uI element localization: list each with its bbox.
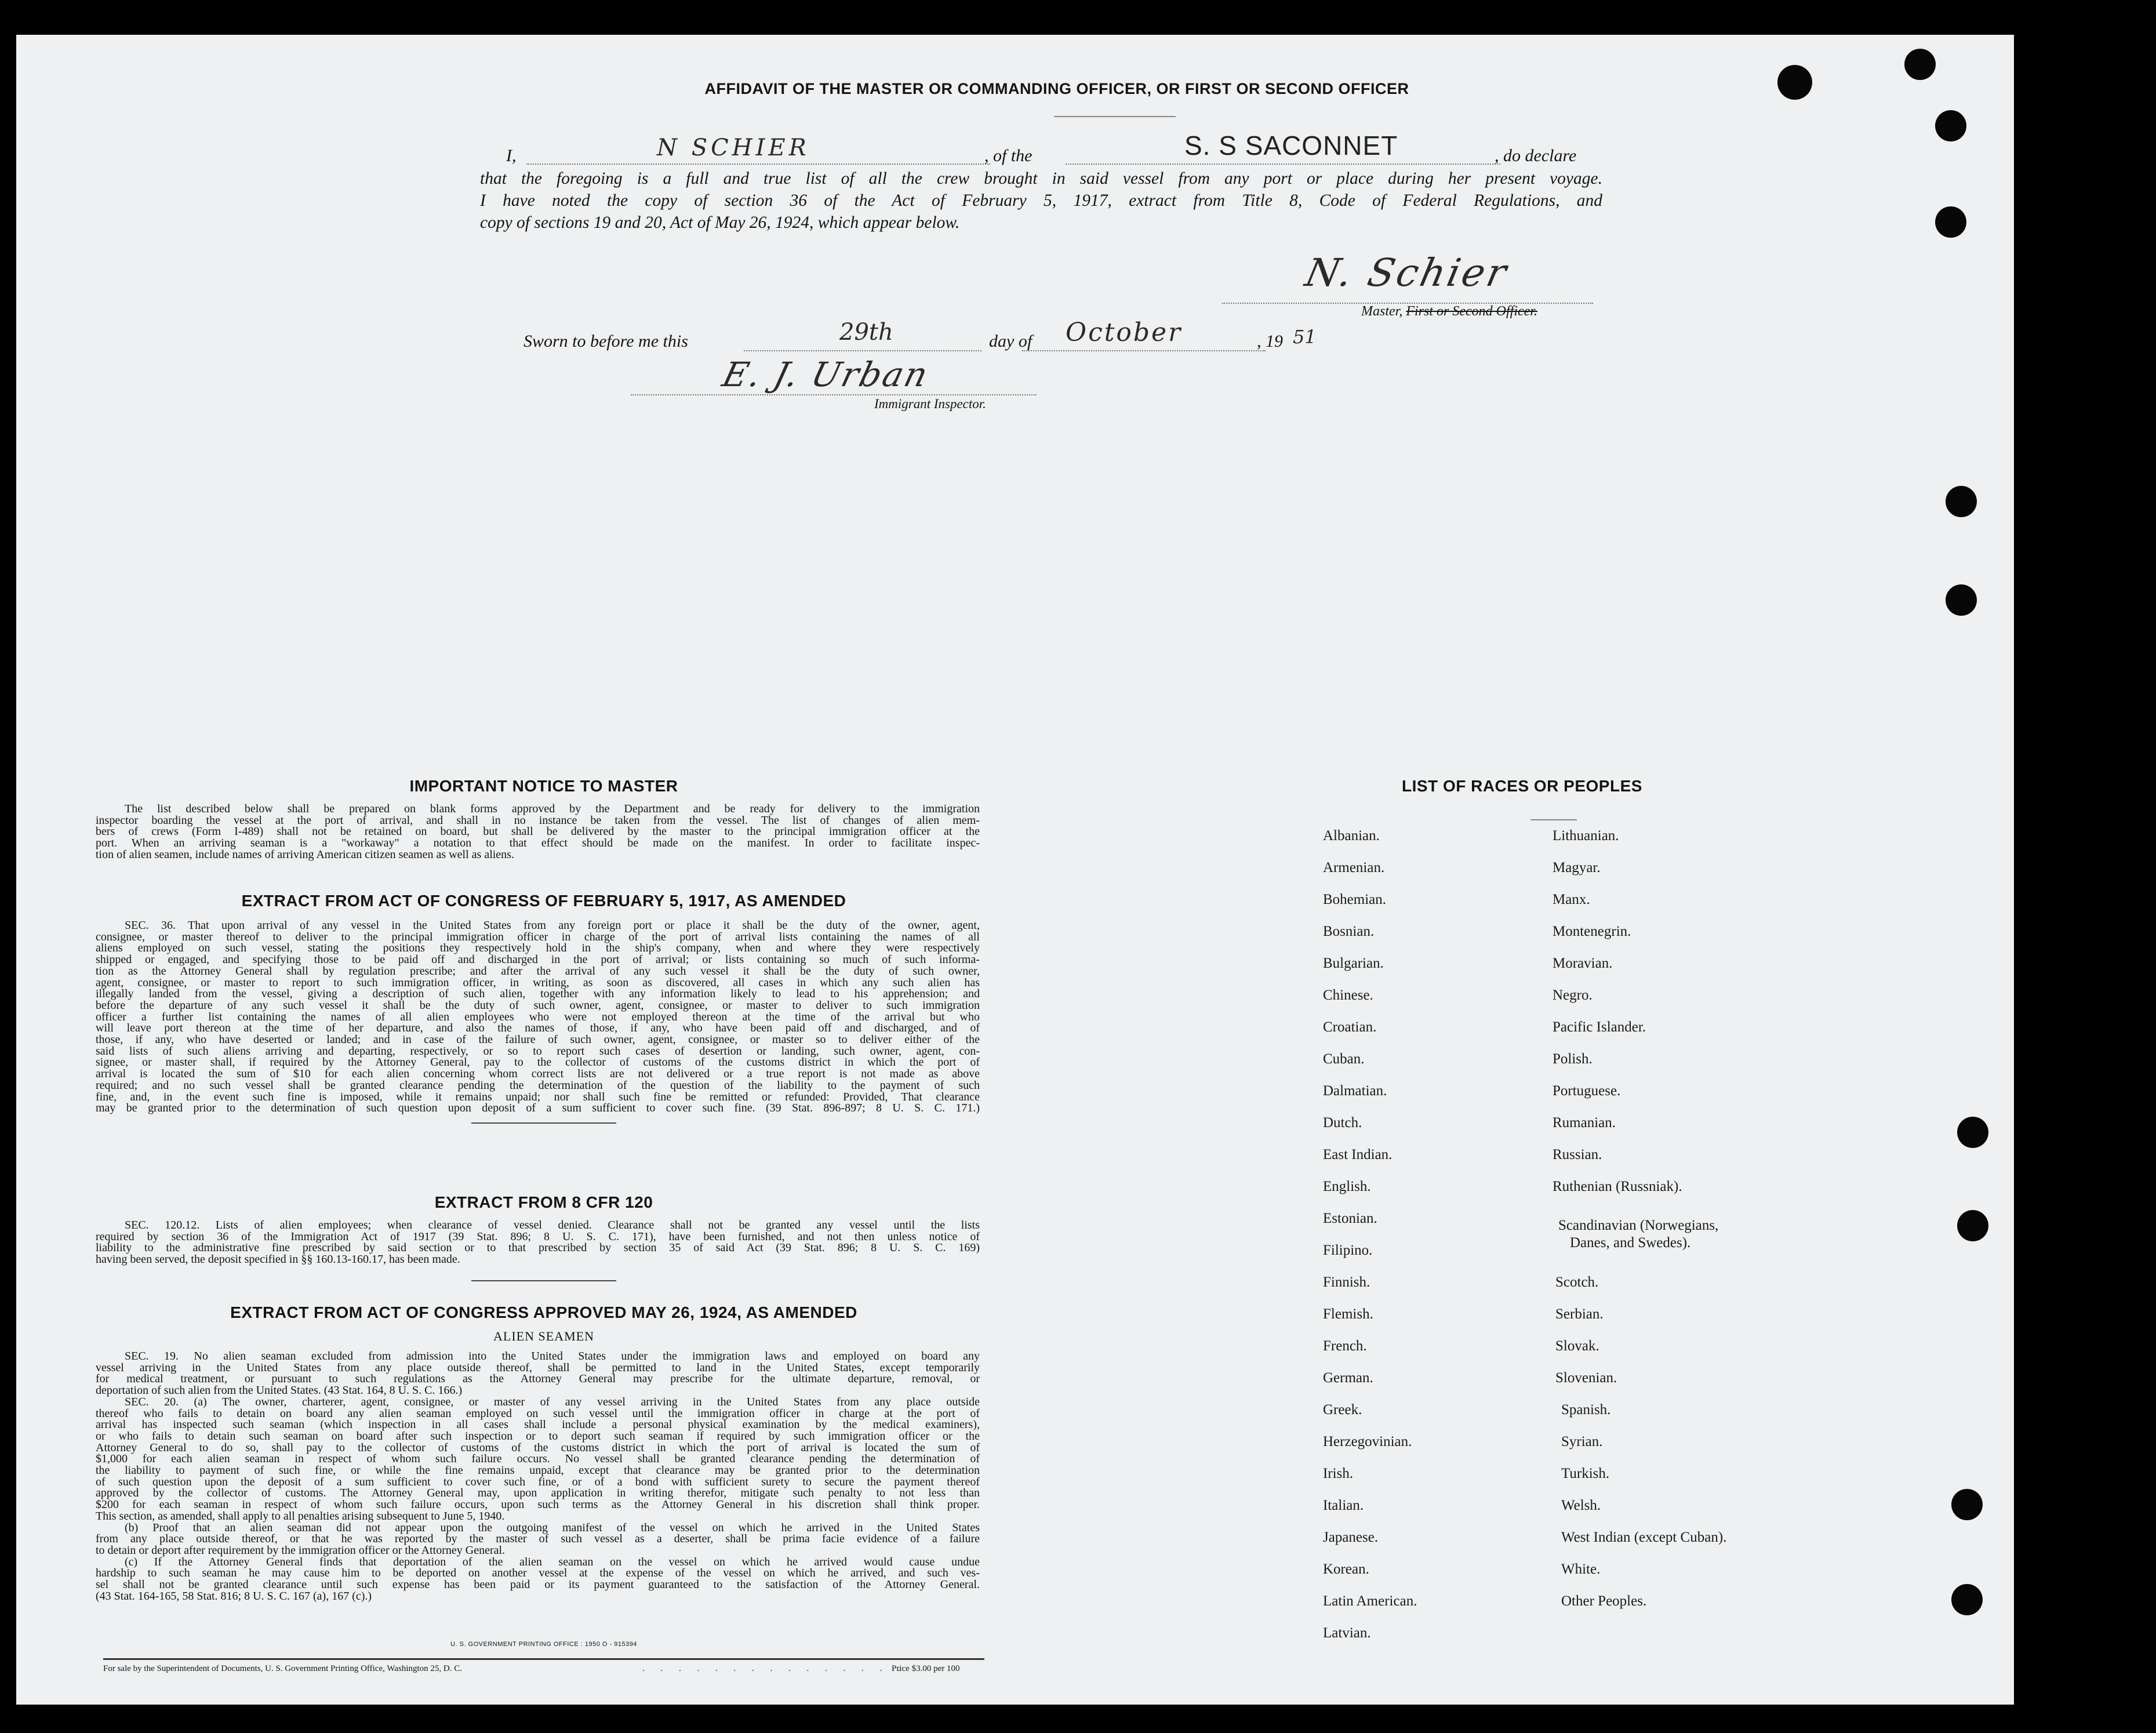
extract-1924-line: (43 Stat. 164-165, 58 Stat. 816; 8 U. S. C. 167 (a), 167 (c).): [96, 1589, 372, 1603]
vessel-name-field: S. S SACONNET: [1184, 130, 1398, 161]
gpo-line: U. S. GOVERNMENT PRINTING OFFICE : 1950 O - 915394: [450, 1641, 637, 1648]
extract-cfr-line: liability to the administrative fine prescribed by said section or to that prescribed by section 35 of said Act (39 Stat. 896; 8 U. S. C. 169): [96, 1241, 980, 1255]
race-right: West Indian (except Cuban).: [1561, 1529, 1727, 1545]
extract-1924-text: [96, 1351, 980, 1602]
year-prefix: , 19: [1257, 332, 1283, 351]
master-title-label: [1361, 304, 1537, 319]
form-page: [16, 35, 2014, 1705]
race-right: Portuguese.: [1553, 1083, 1621, 1099]
extract-1917-line: consignee, or master thereof to deliver to the principal immigration officer in charge of the port of arrival lists containing the names of all: [96, 930, 980, 943]
race-right: Danes, and Swedes).: [1570, 1235, 1691, 1251]
race-right: Pacific Islander.: [1553, 1019, 1646, 1035]
extract-1924-line: of such question upon the deposit of a sum sufficient to cover such fine, or of a bond with sufficient surety to secure the payment thereof: [96, 1475, 980, 1488]
race-left: Latin American.: [1323, 1593, 1417, 1609]
race-left: Herzegovinian.: [1323, 1434, 1412, 1449]
race-right: Spanish.: [1561, 1402, 1611, 1418]
extract-1917-line: aliens employed on such vessel, stating the positions they respectively hold in the ship's company, when and where they were respectively: [96, 942, 980, 955]
i-label: I,: [506, 146, 517, 165]
inspector-signature-line: [631, 394, 1037, 395]
master-name-line: [526, 164, 990, 165]
punch-hole-icon: [1946, 584, 1977, 616]
extract-1917-line: illegally landed from the vessel, giving a description of such alien, together with any information likely to lead to his apprehension; and: [96, 987, 980, 1001]
extract-1917-line: may be granted prior to the determination of such question upon deposit of a sum sufficient to cover such fine. (39 Stat. 896-897; 8 U. S. C. 171.): [96, 1102, 980, 1115]
master-label-struck: First or Second Officer.: [1406, 304, 1537, 319]
extract-1924-line: $200 for each seaman in respect of whom such failure occurs, upon such terms as the Attorney General in his discretion shall think proper.: [96, 1498, 980, 1512]
extract-1924-line: vessel arriving in the United States from any place outside thereof, shall be permitted to land in the United States, except temporarily: [96, 1361, 980, 1374]
extract-1924-line: sel shall not be granted clearance until such expense has been paid or its payment guaranteed to the satisfaction of the Attorney General.: [96, 1578, 980, 1592]
inspector-signature: E. J. Urban: [718, 355, 933, 394]
section-divider: [471, 1280, 616, 1281]
sworn-month-field: October: [1066, 318, 1183, 347]
race-left: Dalmatian.: [1323, 1083, 1387, 1099]
race-left: Greek.: [1323, 1402, 1362, 1418]
extract-1924-line: from any place outside thereof, or that he was reported by the master of such vessel as a deserter, shall be prima facie evidence of a failure: [96, 1532, 980, 1546]
vessel-name-line: [1066, 164, 1500, 165]
race-right: Magyar.: [1553, 860, 1601, 875]
punch-hole-icon: [1951, 1489, 1983, 1520]
extract-1924-line: arrival has inspected such seaman (which inspection in all cases shall include a personal physical examination by the medical examiners),: [96, 1418, 980, 1432]
race-right: Welsh.: [1561, 1498, 1601, 1513]
master-signature: N. Schier: [1301, 250, 1513, 295]
affidavit-body-line-1: that the foregoing is a full and true list of all the crew brought in said vessel from any port or place during her present voyage.: [480, 169, 1602, 188]
notice-line: inspector boarding the vessel at the port of arrival, and shall in no instance be taken from the vessel. The list of changes of alien mem-: [96, 813, 980, 827]
race-right: Rumanian.: [1553, 1115, 1616, 1131]
notice-text: [96, 804, 980, 861]
footer-left: For sale by the Superintendent of Documents, U. S. Government Printing Office, Washington 25, D. C.: [103, 1664, 462, 1673]
race-right: Scandinavian (Norwegians,: [1558, 1218, 1719, 1233]
footer-rule: [103, 1658, 984, 1660]
extract-1924-line: (c) If the Attorney General finds that deportation of the alien seaman on the vessel on which he arrived would cause undue: [125, 1555, 980, 1568]
race-left: Dutch.: [1323, 1115, 1362, 1131]
punch-hole-icon: [1957, 1117, 1988, 1148]
extract-1917-line: officer a further list containing the names of all alien employees who were not employed thereon at the time of the arrival but who: [96, 1010, 980, 1023]
punch-hole-icon: [1777, 65, 1812, 100]
race-right: Lithuanian.: [1553, 828, 1619, 844]
extract-cfr-text: [96, 1220, 980, 1266]
races-column-mark: [1530, 819, 1577, 820]
notice-line: bers of crews (Form I-489) shall not be retained on board, but shall be delivered by the master to the principal immigration officer at the: [96, 825, 980, 838]
race-left: Cuban.: [1323, 1051, 1365, 1067]
race-right: Scotch.: [1555, 1274, 1599, 1290]
punch-hole-icon: [1935, 206, 1966, 238]
notice-line: The list described below shall be prepared on blank forms approved by the Department and be ready for delivery to the immigration: [125, 802, 980, 815]
race-right: Ruthenian (Russniak).: [1553, 1179, 1682, 1194]
extract-1924-line: Attorney General to do so, shall pay to the collector of customs of the customs district in which the port of arrival is located the sum of: [96, 1441, 980, 1454]
race-right: Turkish.: [1561, 1466, 1610, 1481]
race-right: Other Peoples.: [1561, 1593, 1647, 1609]
races-title: LIST OF RACES OR PEOPLES: [1402, 777, 1642, 795]
notice-title: IMPORTANT NOTICE TO MASTER: [409, 777, 678, 795]
affidavit-body-line-2: I have noted the copy of section 36 of the Act of February 5, 1917, extract from Title 8, Code of Federal Regulations, and: [480, 191, 1602, 210]
extract-1917-line: said lists of such aliens arriving and departing, respectively, or so to report such cases of desertion or landing, such owner, agent, con-: [96, 1044, 980, 1058]
extract-1917-line: signee, or master shall, if required by the Attorney General, pay to the collector of customs of the customs district in which the port of: [96, 1056, 980, 1069]
race-left: Estonian.: [1323, 1211, 1377, 1226]
race-left: Albanian.: [1323, 828, 1380, 844]
master-label-prefix: Master,: [1361, 304, 1403, 319]
race-right: Negro.: [1553, 987, 1593, 1003]
extract-1924-subtitle: ALIEN SEAMEN: [493, 1329, 594, 1343]
year-suffix: 51: [1293, 326, 1317, 348]
of-the-label: , of the: [984, 146, 1032, 165]
race-left: Bosnian.: [1323, 924, 1375, 939]
race-left: French.: [1323, 1338, 1367, 1354]
extract-1917-line: tion as the Attorney General shall by regulation prescribe; and after the arrival of any such vessel it shall be the duty of such owner,: [96, 964, 980, 978]
race-right: Slovenian.: [1555, 1370, 1617, 1386]
race-right: Syrian.: [1561, 1434, 1603, 1449]
race-right: Manx.: [1553, 892, 1590, 907]
race-left: Latvian.: [1323, 1625, 1371, 1641]
race-left: Flemish.: [1323, 1306, 1373, 1322]
footer-right: Price $3.00 per 100: [892, 1664, 960, 1673]
race-left: Chinese.: [1323, 987, 1373, 1003]
inspector-label: Immigrant Inspector.: [874, 397, 986, 411]
extract-1924-line: (b) Proof that an alien seaman did not appear upon the outgoing manifest of the vessel on which he arrived in the United States: [125, 1521, 980, 1534]
footer-dots: . . . . . . . . . . . . . . .: [642, 1664, 907, 1673]
race-right: Polish.: [1553, 1051, 1593, 1067]
sworn-label: Sworn to before me this: [523, 332, 688, 351]
punch-hole-icon: [1951, 1584, 1983, 1615]
extract-cfr-line: required by section 36 of the Immigration Act of 1917 (39 Stat. 896; 8 U. S. C. 171), have been furnished, and not then unless notice of: [96, 1230, 980, 1243]
race-left: Bohemian.: [1323, 892, 1387, 907]
extract-1917-title: EXTRACT FROM ACT OF CONGRESS OF FEBRUARY 5, 1917, AS AMENDED: [241, 892, 846, 910]
race-left: Filipino.: [1323, 1242, 1373, 1258]
affidavit-body-line-3: copy of sections 19 and 20, Act of May 26, 1924, which appear below.: [480, 213, 960, 232]
extract-1917-line: fine, and, in the event such fine is imposed, while it remains unpaid; nor shall such fine be remitted or refunded: Provided, That clearance: [96, 1090, 980, 1103]
race-left: East Indian.: [1323, 1147, 1393, 1162]
extract-1924-line: hardship to such seaman he may cause him to be deported on another vessel at the expense of the vessel on which he arrived, and such ves-: [96, 1567, 980, 1580]
extract-1917-line: before the departure of any such vessel it shall be the duty of such owner, agent, consignee, or master to deliver to such immigration: [96, 998, 980, 1012]
extract-1917-line: arrival is located the sum of $10 for each alien concerning whom correct lists are not delivered or a true report is not made as above: [96, 1067, 980, 1081]
race-left: Italian.: [1323, 1498, 1364, 1513]
punch-hole-icon: [1935, 110, 1966, 141]
punch-hole-icon: [1946, 486, 1977, 517]
master-name-field: N SCHIER: [657, 135, 810, 161]
extract-1917-line: required; and no such vessel shall be granted clearance pending the determination of the question of the liability to the payment of such: [96, 1078, 980, 1092]
race-left: Finnish.: [1323, 1274, 1370, 1290]
extract-1924-line: the liability to payment of such fine, or while the fine remains unpaid, except that clearance may be granted prior to the determination: [96, 1464, 980, 1477]
day-of-label: day of: [989, 332, 1032, 351]
section-divider: [471, 1122, 616, 1124]
race-left: English.: [1323, 1179, 1371, 1194]
extract-1924-line: approved by the collector of customs. The Attorney General may, upon application in writing therefor, mitigate such penalty to not less than: [96, 1487, 980, 1500]
sworn-month-line: [1022, 350, 1266, 351]
extract-1917-line: will leave port thereon at the time of her departure, and also the names of those, if any, who have been paid off and discharged, and of: [96, 1022, 980, 1035]
extract-1924-line: SEC. 19. No alien seaman excluded from admission into the United States under the immigration laws and employed on board any: [125, 1350, 980, 1363]
extract-1924-line: SEC. 20. (a) The owner, charterer, agent, consignee, or master of any vessel arriving in the United States from any place outside: [125, 1395, 980, 1408]
extract-1924-line: This section, as amended, shall apply to all penalties arising subsequent to June 5, 1940.: [96, 1509, 505, 1523]
punch-hole-icon: [1904, 49, 1936, 80]
race-left: German.: [1323, 1370, 1373, 1386]
extract-1924-line: for medical treatment, or pursuant to such regulations as the Attorney General may prescribe for the ultimate departure, removal, or: [96, 1372, 980, 1386]
race-left: Bulgarian.: [1323, 955, 1384, 971]
notice-line: port. When an arriving seaman is a "workaway" a notation to that effect should be made on the manifest. In order to facilitate inspec-: [96, 837, 980, 850]
race-left: Croatian.: [1323, 1019, 1377, 1035]
notice-line: tion of alien seamen, include names of arriving American citizen seamen as well as aliens.: [96, 848, 514, 861]
extract-1917-line: shipped or engaged, and specifying those to be paid off and discharged in the port of arrival; or lists containing so much of such informa-: [96, 953, 980, 967]
extract-1917-line: SEC. 36. That upon arrival of any vessel in the United States from any foreign port or place it shall be the duty of the owner, agent,: [125, 919, 980, 932]
race-right: Montenegrin.: [1553, 924, 1631, 939]
sworn-day-line: [744, 350, 981, 351]
extract-cfr-title: EXTRACT FROM 8 CFR 120: [434, 1193, 653, 1211]
declare-label: , do declare: [1495, 146, 1577, 165]
affidavit-title: AFFIDAVIT OF THE MASTER OR COMMANDING OFFICER, OR FIRST OR SECOND OFFICER: [704, 80, 1409, 97]
extract-1924-line: $1,000 for each alien seaman in respect of whom such failure occurs. No vessel shall be granted clearance pending the determination of: [96, 1452, 980, 1466]
sworn-day-field: 29th: [839, 319, 893, 346]
race-right: Moravian.: [1553, 955, 1613, 971]
race-left: Korean.: [1323, 1561, 1369, 1577]
race-left: Armenian.: [1323, 860, 1385, 875]
extract-1924-title: EXTRACT FROM ACT OF CONGRESS APPROVED MAY 26, 1924, AS AMENDED: [230, 1303, 857, 1321]
race-right: Russian.: [1553, 1147, 1602, 1162]
extract-1917-line: those, if any, who have deserted or landed; and in case of the failure of such owner, agent, consignee, or master so to deliver either of the: [96, 1033, 980, 1047]
race-right: Slovak.: [1555, 1338, 1599, 1354]
race-right: White.: [1561, 1561, 1601, 1577]
race-right: Serbian.: [1555, 1306, 1604, 1322]
extract-1924-line: deportation of such alien from the United States. (43 Stat. 164, 8 U. S. C. 166.): [96, 1384, 463, 1397]
punch-hole-icon: [1957, 1210, 1988, 1241]
race-left: Irish.: [1323, 1466, 1354, 1481]
affidavit-title-rule: [1054, 116, 1176, 117]
extract-cfr-line: having been served, the deposit specified in §§ 160.13-160.17, has been made.: [96, 1253, 460, 1266]
extract-1924-line: thereof who fails to detain on board any alien seaman employed on such vessel until the immigration officer in charge at the port of: [96, 1407, 980, 1420]
extract-1924-line: or who fails to detain such seaman on board after such inspection or to deport such seaman if required by such immigration officer or the: [96, 1429, 980, 1443]
race-left: Japanese.: [1323, 1529, 1379, 1545]
extract-1917-text: [96, 920, 980, 1114]
extract-cfr-line: SEC. 120.12. Lists of alien employees; when clearance of vessel denied. Clearance shall not be granted any vessel until the lists: [125, 1219, 980, 1231]
extract-1924-line: to detain or deport after requirement by the immigration officer or the Attorney General.: [96, 1543, 506, 1557]
extract-1917-line: agent, consignee, or master to report to such immigration officer, in writing, as soon as discovered, all cases in which any such alien has: [96, 976, 980, 989]
